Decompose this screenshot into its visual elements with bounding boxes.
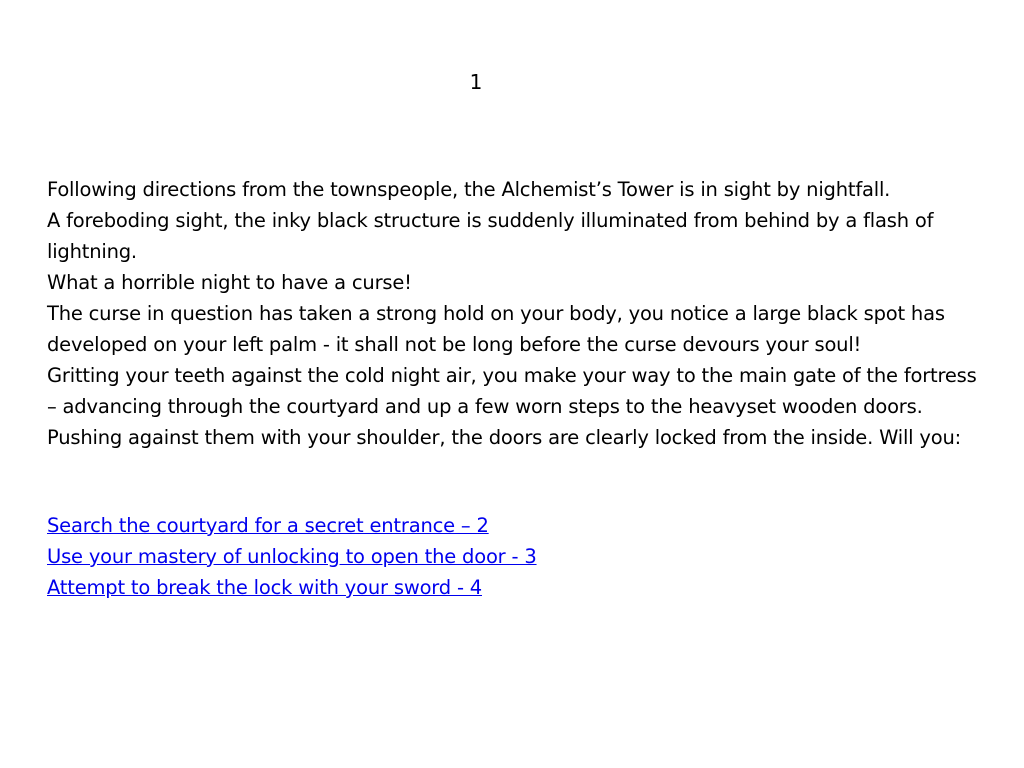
story-paragraph: What a horrible night to have a curse! bbox=[47, 271, 412, 294]
choice-link-unlock-door[interactable]: Use your mastery of unlocking to open the door - 3 bbox=[47, 545, 537, 568]
choice-list bbox=[47, 510, 947, 603]
story-paragraph: Following directions from the townspeople, the Alchemist’s Tower is in sight by nightfall. bbox=[47, 178, 891, 201]
choice-link-break-lock[interactable]: Attempt to break the lock with your sword - 4 bbox=[47, 576, 482, 599]
choice-link-search-courtyard[interactable]: Search the courtyard for a secret entrance – 2 bbox=[47, 514, 489, 537]
page-number: 1 bbox=[469, 70, 483, 94]
story-text bbox=[47, 174, 987, 453]
story-paragraph: The curse in question has taken a strong hold on your body, you notice a large black spot has developed on your left palm - it shall not be long before the curse devours your soul! bbox=[47, 302, 945, 356]
story-paragraph: Gritting your teeth against the cold night air, you make your way to the main gate of the fortress – advancing through the courtyard and up a few worn steps to the heavyset wooden doors. Pushing against them with your shoulder, the doors are clearly locked from the inside. Will you: bbox=[47, 364, 977, 449]
story-paragraph: A foreboding sight, the inky black structure is suddenly illuminated from behind by a flash of lightning. bbox=[47, 209, 934, 263]
